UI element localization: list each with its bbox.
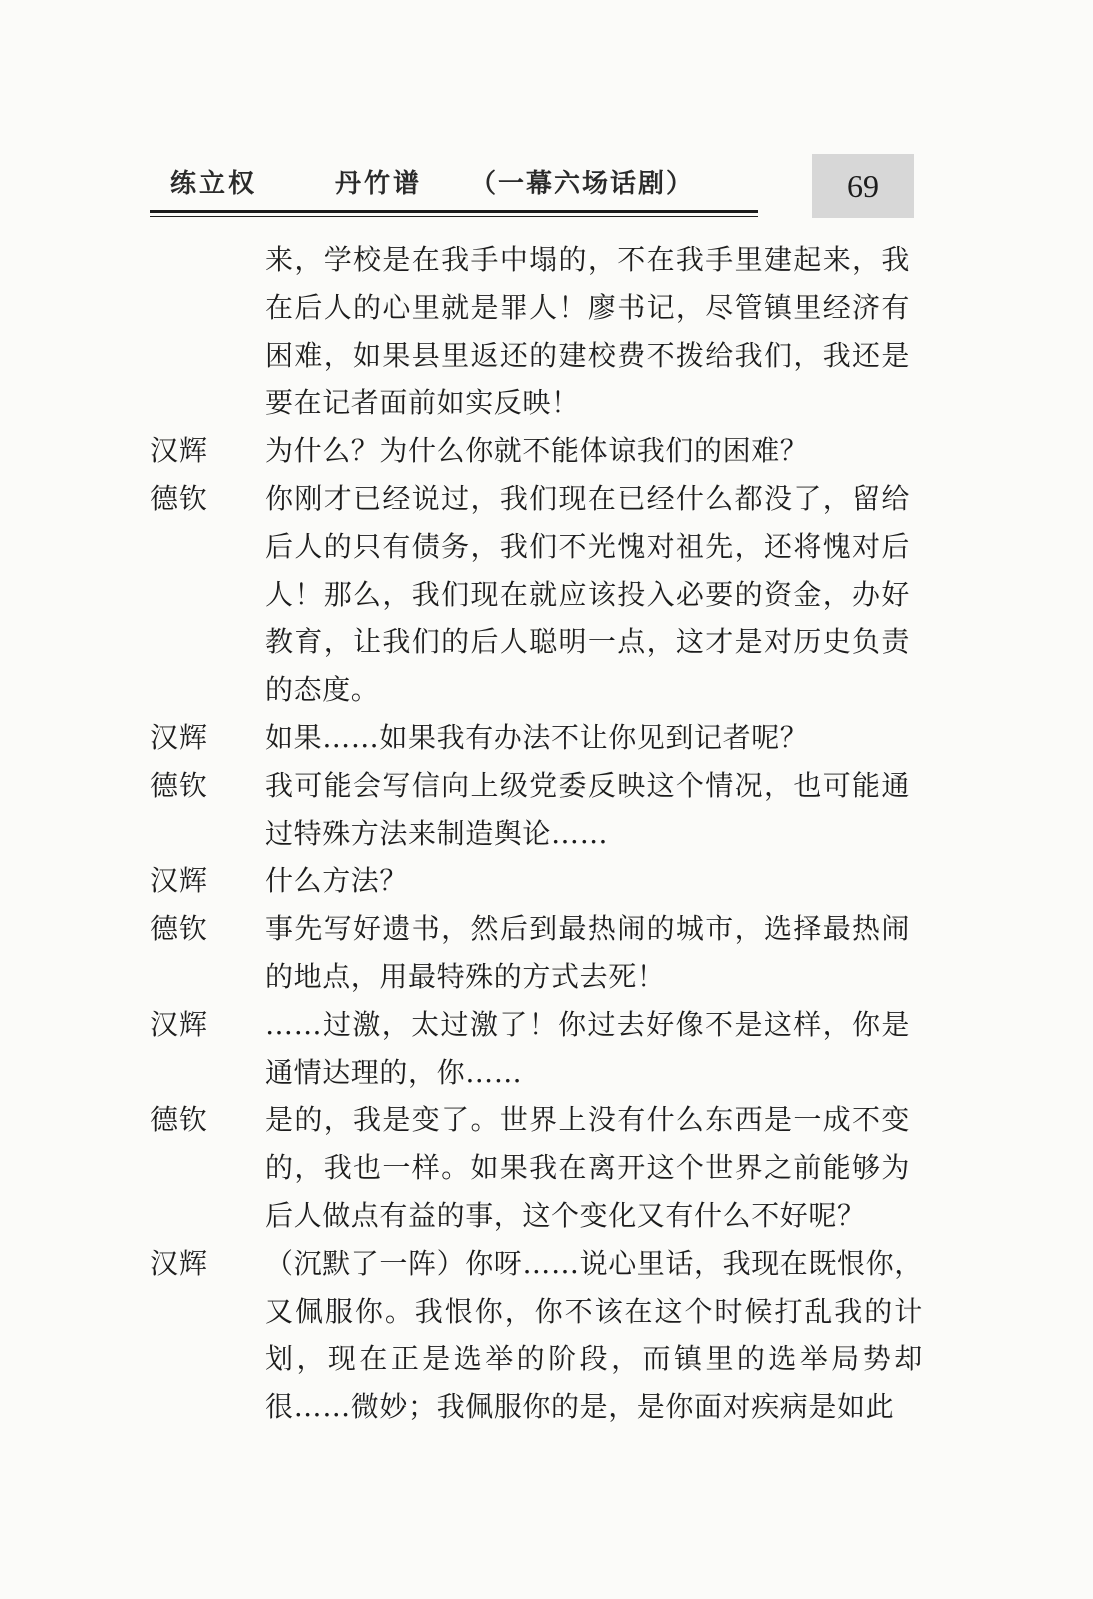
speech-text <box>265 475 910 714</box>
header-rule-thick <box>150 210 758 213</box>
speech-text <box>265 1096 910 1239</box>
speech-line: ……过激，太过激了！你过去好像不是这样，你是 <box>265 1007 910 1041</box>
speaker-name: 德钦 <box>150 768 209 802</box>
speech-line: 的态度。 <box>265 673 380 707</box>
speech-line: 来，学校是在我手中塌的，不在我手里建起来，我 <box>265 243 910 276</box>
speech-line: 过特殊方法来制造舆论…… <box>265 816 609 850</box>
speech-line: 通情达理的，你…… <box>265 1055 523 1089</box>
speech-text <box>265 905 910 1001</box>
dialogue-entry <box>150 1240 923 1431</box>
speech-line: 又佩服你。我恨你，你不该在这个时候打乱我的计 <box>265 1294 923 1328</box>
speaker-name: 德钦 <box>150 481 209 515</box>
speaker-name: 德钦 <box>150 912 209 946</box>
speech-line: 是的，我是变了。世界上没有什么东西是一成不变 <box>265 1103 910 1137</box>
speaker-name: 汉辉 <box>150 1246 209 1280</box>
dialogue-entry <box>150 714 910 762</box>
speech-line: 要在记者面前如实反映！ <box>265 386 580 420</box>
speech-line: 事先写好遗书，然后到最热闹的城市，选择最热闹 <box>265 912 910 946</box>
speech-line: 如果……如果我有办法不让你见到记者呢？ <box>265 720 809 754</box>
speech-line: 你刚才已经说过，我们现在已经什么都没了，留给 <box>265 481 910 515</box>
speaker-name: 汉辉 <box>150 1007 209 1041</box>
dialogue-entry <box>150 1096 910 1239</box>
speech-text <box>265 762 910 858</box>
speech-text <box>265 236 910 427</box>
speech-line: 我可能会写信向上级党委反映这个情况，也可能通 <box>265 768 910 802</box>
speech-line: 的，我也一样。如果我在离开这个世界之前能够为 <box>265 1151 910 1185</box>
speech-line: 人！那么，我们现在就应该投入必要的资金，办好 <box>265 577 910 611</box>
dialogue-entry <box>150 762 910 858</box>
page-number: 69 <box>812 154 914 218</box>
speech-line: 划，现在正是选举的阶段，而镇里的选举局势却 <box>265 1342 923 1376</box>
speech-text <box>265 1240 923 1431</box>
speech-text <box>265 427 910 475</box>
header-subtitle: （一幕六场话剧） <box>470 169 695 199</box>
speech-line: 后人做点有益的事，这个变化又有什么不好呢？ <box>265 1198 866 1232</box>
dialogue-entry <box>150 236 910 427</box>
dialogue-entry <box>150 905 910 1001</box>
speech-line: 后人的只有债务，我们不光愧对祖先，还将愧对后 <box>265 529 910 563</box>
dialogue-entry <box>150 857 910 905</box>
speech-line: 困难，如果县里返还的建校费不拨给我们，我还是 <box>265 338 910 372</box>
speech-line: 为什么？为什么你就不能体谅我们的困难？ <box>265 434 809 468</box>
speech-text <box>265 714 910 762</box>
speech-line: 在后人的心里就是罪人！廖书记，尽管镇里经济有 <box>265 290 910 324</box>
speech-line: 什么方法？ <box>265 864 409 898</box>
header-author: 练立权 <box>170 169 258 199</box>
speaker-name: 汉辉 <box>150 434 209 468</box>
header-rule-thin <box>150 216 758 217</box>
speech-text <box>265 857 910 905</box>
script-body <box>150 236 923 1431</box>
speech-text <box>265 1001 910 1097</box>
speech-line: 很……微妙；我佩服你的是，是你面对疾病是如此 <box>265 1390 895 1424</box>
dialogue-entry <box>150 427 910 475</box>
speech-line: 教育，让我们的后人聪明一点，这才是对历史负责 <box>265 625 910 659</box>
speaker-name: 汉辉 <box>150 864 209 898</box>
speaker-name: 汉辉 <box>150 720 209 754</box>
dialogue-entry <box>150 1001 910 1097</box>
header-title: 丹竹谱 <box>335 169 423 199</box>
speech-line: （沉默了一阵）你呀……说心里话，我现在既恨你， <box>265 1246 923 1280</box>
speech-line: 的地点，用最特殊的方式去死！ <box>265 959 666 993</box>
dialogue-entry <box>150 475 910 714</box>
speaker-name: 德钦 <box>150 1103 209 1137</box>
running-header <box>150 155 910 225</box>
